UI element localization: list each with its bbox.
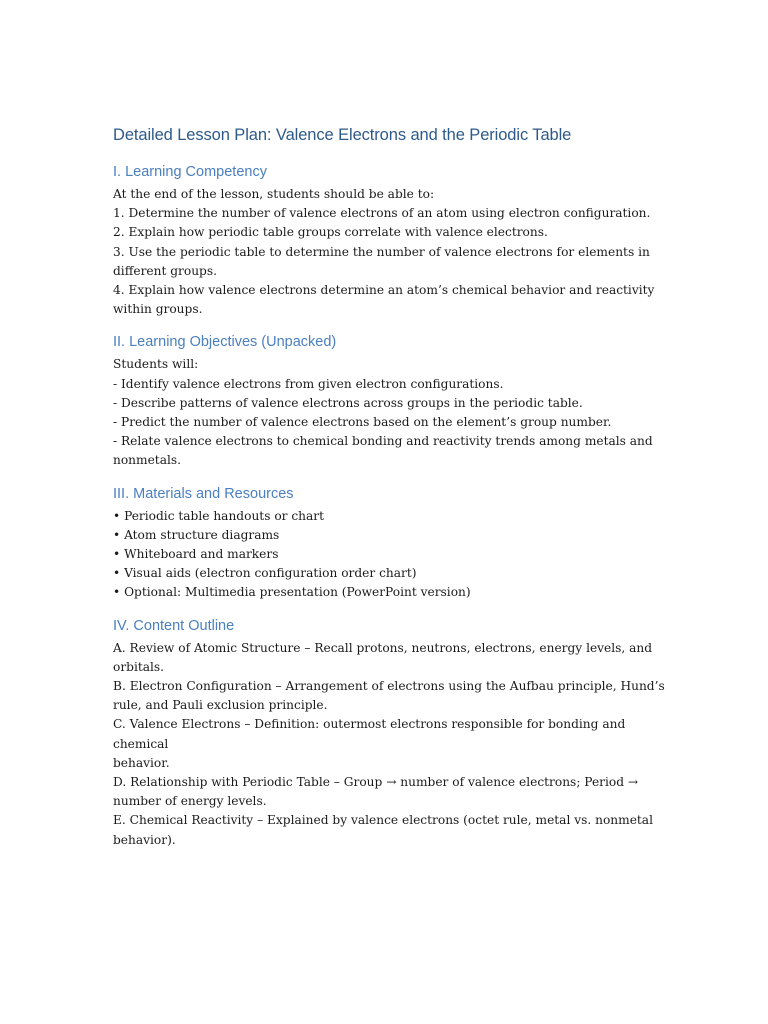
section-heading: I. Learning Competency	[113, 164, 267, 180]
section-content-outline	[113, 616, 673, 850]
body-line: 2. Explain how periodic table groups correlate with valence electrons.	[113, 225, 548, 240]
body-line: number of energy levels.	[113, 794, 267, 809]
section-learning-competency	[113, 162, 673, 319]
body-line: B. Electron Configuration – Arrangement of electrons using the Aufbau principle, Hund’s	[113, 679, 665, 694]
body-line: C. Valence Electrons – Definition: outermost electrons responsible for bonding and chemical	[113, 717, 626, 751]
body-line: rule, and Pauli exclusion principle.	[113, 698, 328, 713]
body-line: Students will:	[113, 357, 199, 372]
section-learning-objectives	[113, 332, 673, 470]
body-line: E. Chemical Reactivity – Explained by valence electrons (octet rule, metal vs. nonmetal	[113, 813, 653, 828]
body-line: - Relate valence electrons to chemical bonding and reactivity trends among metals and	[113, 434, 653, 449]
section-materials-resources	[113, 484, 673, 603]
document-page	[113, 124, 673, 863]
body-line: within groups.	[113, 302, 203, 317]
body-line: At the end of the lesson, students should be able to:	[113, 187, 435, 201]
body-line: - Describe patterns of valence electrons across groups in the periodic table.	[113, 395, 583, 410]
bullet-item: • Atom structure diagrams	[113, 527, 280, 542]
body-line: A. Review of Atomic Structure – Recall protons, neutrons, electrons, energy levels, and	[113, 640, 653, 655]
body-line: - Identify valence electrons from given electron configurations.	[113, 376, 504, 391]
bullet-item: • Optional: Multimedia presentation (PowerPoint version)	[113, 585, 471, 600]
body-line: behavior.	[113, 755, 170, 770]
document-title: Detailed Lesson Plan: Valence Electrons and the Periodic Table	[113, 126, 572, 144]
body-line: orbitals.	[113, 659, 165, 674]
body-line: behavior).	[113, 832, 176, 847]
body-line: 1. Determine the number of valence electrons of an atom using electron configuration.	[113, 206, 651, 221]
body-line: - Predict the number of valence electrons based on the element’s group number.	[113, 415, 612, 430]
section-heading: II. Learning Objectives (Unpacked)	[113, 334, 337, 351]
body-line: different groups.	[113, 263, 217, 278]
body-line: nonmetals.	[113, 453, 181, 468]
body-line: 3. Use the periodic table to determine the number of valence electrons for elements in	[113, 244, 650, 259]
bullet-item: • Periodic table handouts or chart	[113, 508, 325, 523]
body-line: 4. Explain how valence electrons determine an atom’s chemical behavior and reactivity	[113, 283, 655, 298]
section-heading: III. Materials and Resources	[113, 485, 294, 502]
bullet-item: • Whiteboard and markers	[113, 547, 279, 562]
bullet-item: • Visual aids (electron configuration order chart)	[113, 566, 417, 581]
section-heading: IV. Content Outline	[113, 617, 235, 634]
body-line: D. Relationship with Periodic Table – Group → number of valence electrons; Period →	[113, 775, 639, 790]
